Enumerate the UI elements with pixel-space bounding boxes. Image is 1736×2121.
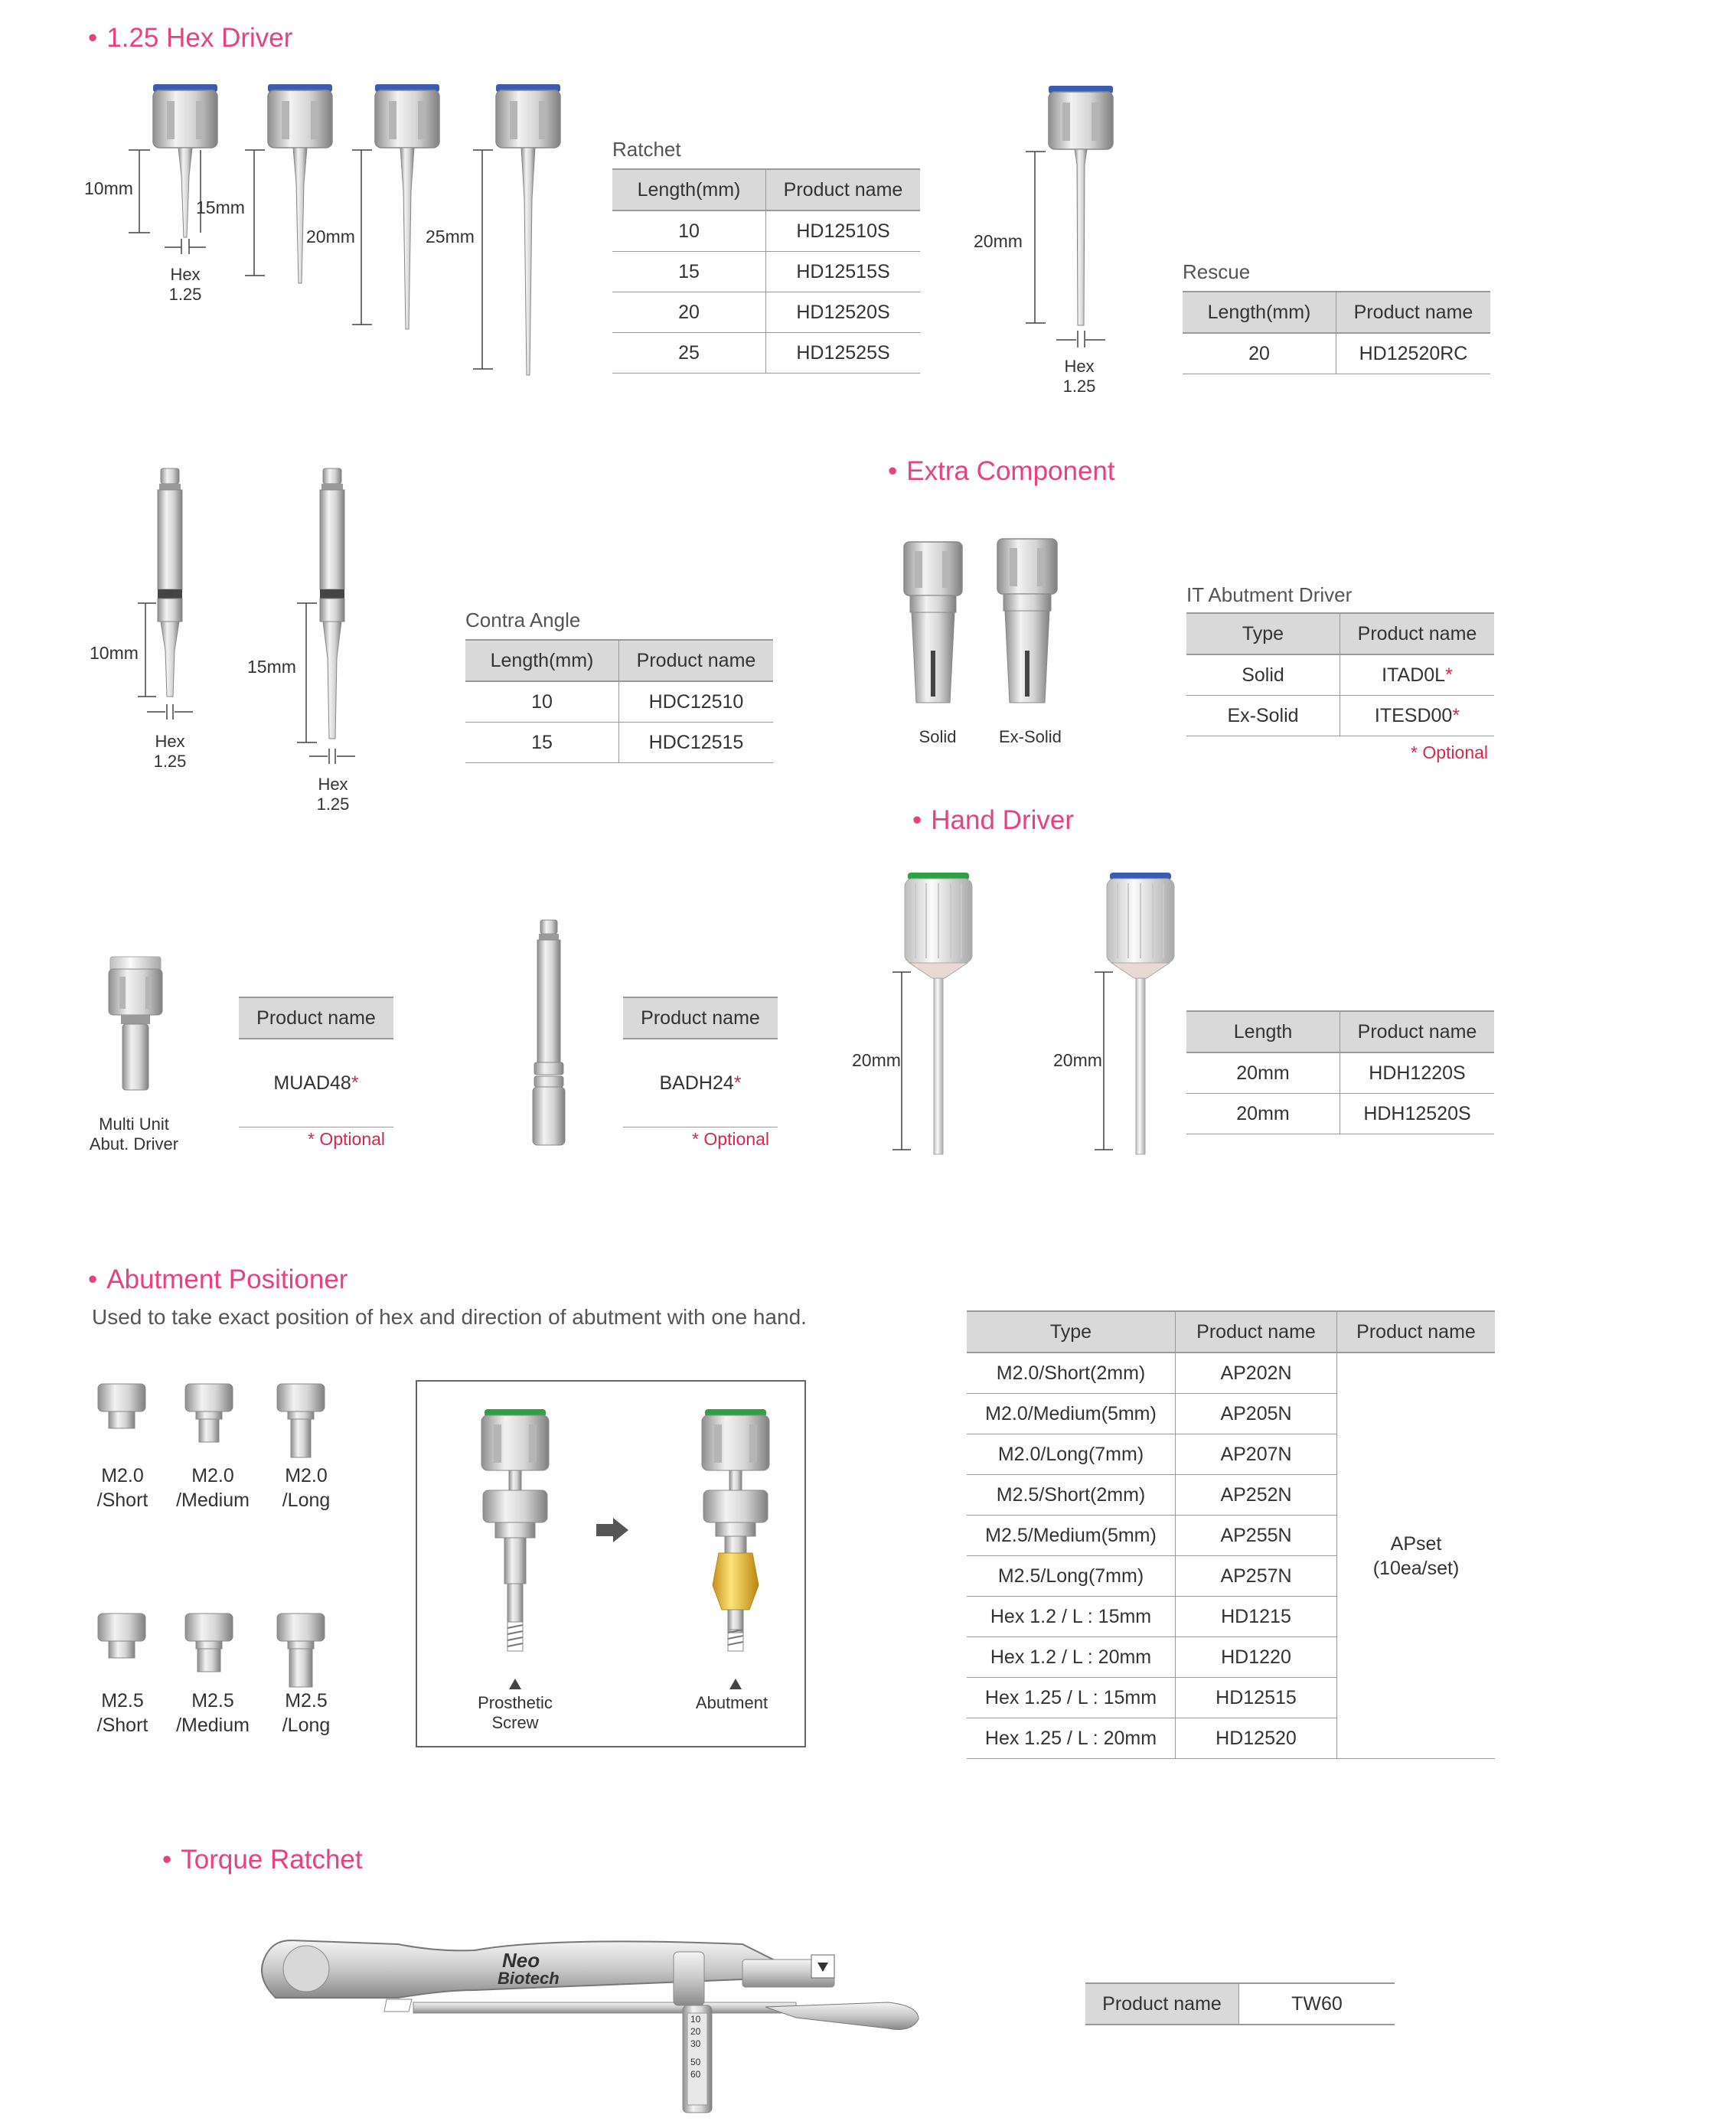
rescue-driver-illustration: [1010, 77, 1118, 352]
solid-driver: [904, 542, 962, 703]
cell: M2.0/Long(7mm): [967, 1434, 1176, 1475]
cell: HD12510S: [766, 210, 921, 252]
label-ex-solid: Ex-Solid: [999, 727, 1062, 746]
rescue-caption: Rescue: [1183, 260, 1251, 283]
item-m25-medium: M2.5 /Medium: [176, 1690, 250, 1736]
hand-driver-green: [905, 873, 972, 1154]
th-product: Product name: [1336, 292, 1491, 333]
item-m25-short: M2.5 /Short: [96, 1690, 148, 1736]
th-length: Length(mm): [612, 169, 766, 210]
positioner-with-screw: [481, 1409, 549, 1689]
driver-20mm: [375, 84, 439, 329]
positioner-m20-long: [277, 1384, 325, 1457]
table-row: [1186, 654, 1494, 696]
contra-table: [465, 639, 773, 763]
dim-10mm: 10mm: [84, 178, 133, 198]
usage-diagram-illustration: [416, 1380, 806, 1747]
scale-60: 60: [690, 2069, 701, 2080]
cell: 15: [612, 252, 766, 292]
dim-contra-10mm: 10mm: [90, 643, 139, 663]
section-title-abutment-positioner: • Abutment Positioner: [88, 1264, 348, 1294]
ratchet-caption: Ratchet: [612, 138, 681, 161]
scale-20: 20: [690, 2026, 701, 2037]
table-row: [1186, 1052, 1494, 1094]
cell: Hex 1.2 / L : 15mm: [967, 1597, 1176, 1637]
table-row: [1183, 333, 1490, 374]
torque-ratchet-illustration: [245, 1929, 949, 2113]
item-m20-short: M2.0 /Short: [96, 1465, 148, 1511]
cell: HDC12515: [619, 723, 774, 763]
cell: 20mm: [1186, 1094, 1340, 1134]
cell: HDH1220S: [1340, 1052, 1495, 1094]
section-title-hand-driver: • Hand Driver: [912, 805, 1074, 835]
table-row: [612, 292, 920, 333]
cell: HD12525S: [766, 333, 921, 374]
cell: HD1220: [1176, 1637, 1337, 1678]
cell: M2.5/Medium(5mm): [967, 1516, 1176, 1556]
cell: AP252N: [1176, 1475, 1337, 1516]
th-length: Length: [1186, 1011, 1340, 1052]
cell: AP202N: [1176, 1353, 1337, 1394]
section-title-torque-ratchet: • Torque Ratchet: [162, 1845, 363, 1875]
torque-scale: [690, 2014, 701, 2080]
contra-driver-15mm: [320, 468, 344, 739]
cell: BADH24*: [623, 1039, 778, 1127]
positioner-m25-medium: [185, 1614, 233, 1672]
badh-table: [623, 997, 778, 1127]
cell: HD12520: [1176, 1718, 1337, 1759]
it-abutment-caption: IT Abutment Driver: [1186, 583, 1353, 606]
contra-driver-10mm: [158, 468, 182, 697]
positioner-items-illustration: [92, 1378, 344, 1669]
multi-unit-driver-illustration: [106, 955, 167, 1093]
table-row: [967, 1353, 1495, 1394]
item-m25-long: M2.5 /Long: [282, 1690, 331, 1736]
th-type: Type: [1186, 613, 1340, 654]
driver-25mm: [496, 84, 560, 375]
table-row: [612, 210, 920, 252]
ex-solid-driver: [997, 539, 1057, 703]
hex-label-rescue: Hex 1.25: [1062, 357, 1096, 396]
positioner-m25-short: [98, 1614, 145, 1658]
cell: HD12515: [1176, 1678, 1337, 1718]
table-row: [239, 1039, 393, 1127]
brand-biotech: Biotech: [498, 1969, 560, 1988]
rescue-table: [1183, 291, 1490, 374]
brand-neo: Neo: [502, 1949, 540, 1972]
abutment-label: Abutment: [695, 1693, 768, 1712]
it-abutment-driver-illustrations: [899, 536, 1075, 712]
th-type: Type: [967, 1311, 1176, 1353]
hex-label-contra-2: Hex 1.25: [316, 775, 350, 814]
th-length: Length(mm): [465, 640, 619, 681]
multi-unit-table: [239, 997, 393, 1127]
scale-10: 10: [690, 2014, 701, 2025]
table-row: [1186, 696, 1494, 736]
dim-hand-20mm-1: 20mm: [852, 1050, 901, 1070]
positioner-m20-short: [98, 1384, 145, 1428]
cell: HD12520S: [766, 292, 921, 333]
scale-30: 30: [690, 2038, 701, 2049]
section-title-extra-component: • Extra Component: [888, 456, 1115, 486]
cell: ITESD00*: [1340, 696, 1495, 736]
prosthetic-screw-label: Prosthetic Screw: [478, 1693, 553, 1732]
cell: 10: [465, 681, 619, 723]
dim-25mm: 25mm: [426, 227, 475, 246]
cell: AP255N: [1176, 1516, 1337, 1556]
it-abutment-table: [1186, 612, 1494, 736]
apset-cell: APset (10ea/set): [1337, 1353, 1496, 1759]
driver-15mm: [268, 84, 332, 283]
th-product: Product name: [619, 640, 774, 681]
cell: HD12520RC: [1336, 333, 1491, 374]
th-product: Product name: [239, 997, 393, 1039]
cell: HD12515S: [766, 252, 921, 292]
cell: HDH12520S: [1340, 1094, 1495, 1134]
scale-50: 50: [690, 2057, 701, 2067]
optional-note-extra: * Optional: [1411, 742, 1489, 762]
hex-label: Hex 1.25: [168, 265, 202, 304]
item-m20-long: M2.0 /Long: [282, 1465, 331, 1511]
table-row: [612, 333, 920, 374]
th-product-set: Product name: [1337, 1311, 1496, 1353]
cell: Hex 1.25 / L : 20mm: [967, 1718, 1176, 1759]
table-row: [612, 252, 920, 292]
table-row: [623, 1039, 778, 1127]
positioner-table: [967, 1310, 1495, 1759]
cell: Solid: [1186, 654, 1340, 696]
hand-driver-table: [1186, 1010, 1494, 1134]
dim-15mm: 15mm: [196, 197, 245, 217]
cell: Ex-Solid: [1186, 696, 1340, 736]
optional-note-badh: * Optional: [692, 1129, 770, 1149]
th-product: Product name: [1340, 613, 1495, 654]
badh-driver-illustration: [527, 919, 573, 1148]
hex-label-contra-1: Hex 1.25: [153, 732, 187, 771]
th-length: Length(mm): [1183, 292, 1336, 333]
dim-rescue-20mm: 20mm: [974, 231, 1023, 251]
dim-20mm: 20mm: [306, 227, 355, 246]
table-row: [465, 723, 773, 763]
cell: M2.5/Short(2mm): [967, 1475, 1176, 1516]
table-row: [465, 681, 773, 723]
cell: M2.0/Short(2mm): [967, 1353, 1176, 1394]
cell: AP207N: [1176, 1434, 1337, 1475]
contra-caption: Contra Angle: [465, 609, 581, 631]
label-solid: Solid: [919, 727, 957, 746]
dim-contra-15mm: 15mm: [247, 657, 296, 677]
th-product: Product name: [1176, 1311, 1337, 1353]
positioner-description: Used to take exact position of hex and direction of abutment with one hand.: [92, 1305, 807, 1329]
multi-unit-label: Multi Unit Abut. Driver: [89, 1114, 179, 1153]
cell: Hex 1.25 / L : 15mm: [967, 1678, 1176, 1718]
cell: 10: [612, 210, 766, 252]
cell: 20mm: [1186, 1052, 1340, 1094]
dim-hand-20mm-2: 20mm: [1053, 1050, 1102, 1070]
th-product: Product name: [1085, 1983, 1239, 2025]
table-row: [1186, 1094, 1494, 1134]
cell: M2.5/Long(7mm): [967, 1556, 1176, 1597]
torque-ratchet-table: [1085, 1982, 1395, 2025]
cell: MUAD48*: [239, 1039, 393, 1127]
item-m20-medium: M2.0 /Medium: [176, 1465, 250, 1511]
cell: ITAD0L*: [1340, 654, 1495, 696]
optional-note-multi: * Optional: [308, 1129, 386, 1149]
cell: TW60: [1239, 1983, 1395, 2025]
cell: 15: [465, 723, 619, 763]
cell: 25: [612, 333, 766, 374]
cell: AP205N: [1176, 1394, 1337, 1434]
positioner-m20-medium: [185, 1384, 233, 1442]
arrow-right-icon: [596, 1518, 628, 1542]
cell: M2.0/Medium(5mm): [967, 1394, 1176, 1434]
positioner-m25-long: [277, 1614, 325, 1687]
hand-driver-blue: [1107, 873, 1174, 1154]
cell: Hex 1.2 / L : 20mm: [967, 1637, 1176, 1678]
section-title-hex-driver: • 1.25 Hex Driver: [88, 23, 293, 53]
positioner-with-abutment: [702, 1409, 769, 1689]
th-product: Product name: [623, 997, 778, 1039]
th-product: Product name: [1340, 1011, 1495, 1052]
hand-driver-illustrations: [857, 865, 1202, 1156]
cell: 20: [612, 292, 766, 333]
cell: HDC12510: [619, 681, 774, 723]
cell: HD1215: [1176, 1597, 1337, 1637]
th-product: Product name: [766, 169, 921, 210]
ratchet-table: [612, 168, 920, 374]
cell: AP257N: [1176, 1556, 1337, 1597]
cell: 20: [1183, 333, 1336, 374]
